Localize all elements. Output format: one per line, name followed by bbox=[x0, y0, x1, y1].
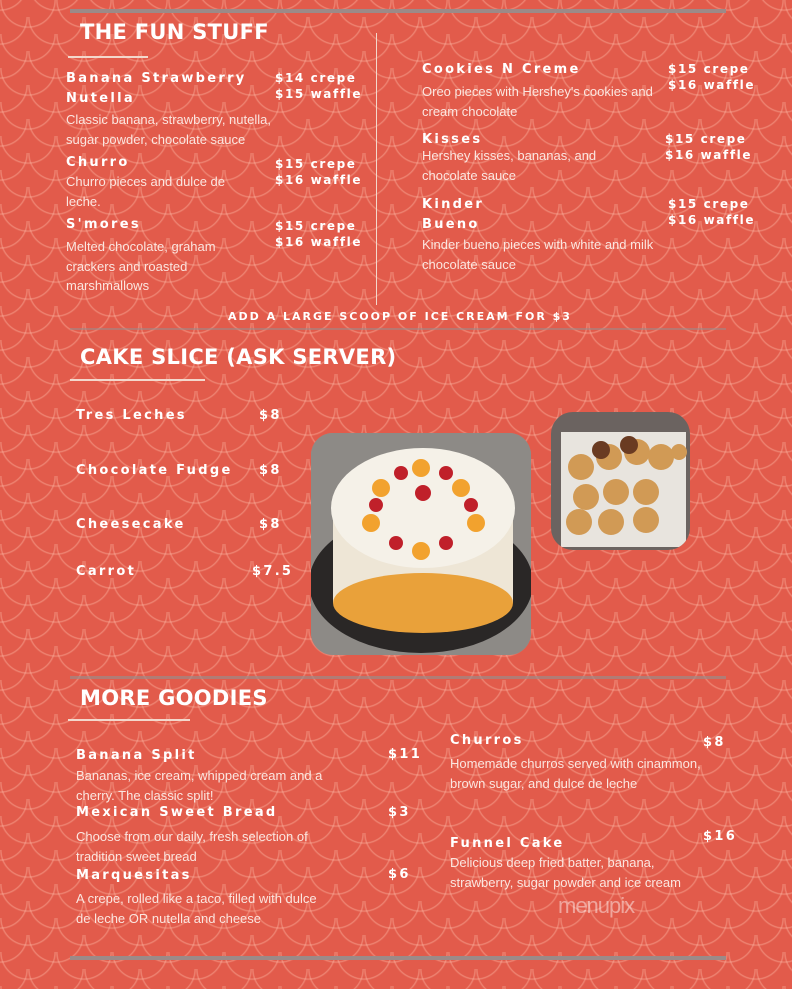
goodie-name: Mexican Sweet Bread bbox=[76, 805, 278, 820]
item-desc: Oreo pieces with Hershey's cookies and cream chocolate bbox=[422, 84, 653, 119]
item-price: $15 crepe bbox=[275, 219, 357, 233]
bread-image bbox=[551, 412, 690, 550]
goodie-price: $16 bbox=[703, 829, 738, 844]
item-price: $16 waffle bbox=[275, 173, 363, 187]
cake-price: $8 bbox=[259, 517, 282, 532]
goodie-desc: Bananas, ice cream, whipped cream and a cherry. The classic split! bbox=[76, 768, 323, 803]
item-price: $16 waffle bbox=[665, 148, 753, 162]
divider-top bbox=[70, 9, 726, 13]
item-name: Banana Strawberry Nutella bbox=[66, 71, 247, 106]
goodie-desc: Homemade churros served with cinammon, brown sugar, and dulce de leche bbox=[450, 756, 701, 791]
cake-name: Tres Leches bbox=[76, 408, 187, 423]
item-name: Kinder Bueno bbox=[422, 197, 485, 232]
item-price: $15 crepe bbox=[275, 157, 357, 171]
goodie-desc: A crepe, rolled like a taco, filled with dulce de leche OR nutella and cheese bbox=[76, 891, 317, 926]
item-price: $14 crepe bbox=[275, 71, 357, 85]
item-price: $15 crepe bbox=[668, 62, 750, 76]
item-price: $16 waffle bbox=[668, 78, 756, 92]
goodie-price: $11 bbox=[388, 747, 423, 762]
section-title-cake: CAKE SLICE (ASK SERVER) bbox=[80, 345, 397, 369]
item-price: $15 crepe bbox=[668, 197, 750, 211]
goodie-desc: Delicious deep fried batter, banana, strawberry, sugar powder and ice cream bbox=[450, 855, 681, 890]
goodie-desc: Choose from our daily, fresh selection of tradition sweet bread bbox=[76, 829, 308, 864]
cake-name: Carrot bbox=[76, 564, 137, 579]
goodie-name: Banana Split bbox=[76, 748, 197, 763]
title-underline bbox=[70, 379, 205, 381]
cake-price: $8 bbox=[259, 463, 282, 478]
item-desc: Melted chocolate, graham crackers and roasted marshmallows bbox=[66, 239, 216, 293]
item-name: Cookies N Creme bbox=[422, 62, 581, 77]
divider bbox=[70, 328, 726, 330]
cake-name: Chocolate Fudge bbox=[76, 463, 233, 478]
column-divider bbox=[376, 33, 377, 305]
title-underline bbox=[68, 719, 190, 721]
goodie-name: Marquesitas bbox=[76, 868, 192, 883]
goodie-price: $8 bbox=[703, 735, 726, 750]
cake-image bbox=[311, 433, 531, 655]
cake-price: $8 bbox=[259, 408, 282, 423]
cake-price: $7.5 bbox=[252, 564, 294, 579]
title-underline bbox=[68, 56, 148, 58]
goodie-price: $6 bbox=[388, 867, 411, 882]
section-title-goodies: MORE GOODIES bbox=[80, 686, 268, 710]
item-price: $16 waffle bbox=[668, 213, 756, 227]
goodie-price: $3 bbox=[388, 805, 411, 820]
item-desc: Churro pieces and dulce de leche. bbox=[66, 174, 225, 209]
item-name: Kisses bbox=[422, 132, 483, 147]
goodie-name: Funnel Cake bbox=[450, 836, 565, 851]
divider-bottom bbox=[70, 956, 726, 960]
cake-photo bbox=[311, 433, 531, 655]
item-name: Churro bbox=[66, 155, 130, 170]
sweet-bread-photo bbox=[551, 412, 690, 550]
cake-name: Cheesecake bbox=[76, 517, 186, 532]
item-price: $15 crepe bbox=[665, 132, 747, 146]
ice-cream-note: ADD A LARGE SCOOP OF ICE CREAM FOR $3 bbox=[228, 310, 572, 323]
item-desc: Kinder bueno pieces with white and milk chocolate sauce bbox=[422, 237, 654, 272]
section-title-fun-stuff: THE FUN STUFF bbox=[80, 20, 269, 44]
divider bbox=[70, 676, 726, 679]
item-price: $16 waffle bbox=[275, 235, 363, 249]
item-name: S'mores bbox=[66, 217, 141, 232]
goodie-name: Churros bbox=[450, 733, 524, 748]
item-price: $15 waffle bbox=[275, 87, 363, 101]
item-desc: Classic banana, strawberry, nutella, sugar powder, chocolate sauce bbox=[66, 112, 271, 147]
watermark: menupix bbox=[558, 893, 635, 918]
item-desc: Hershey kisses, bananas, and chocolate sauce bbox=[422, 148, 597, 183]
